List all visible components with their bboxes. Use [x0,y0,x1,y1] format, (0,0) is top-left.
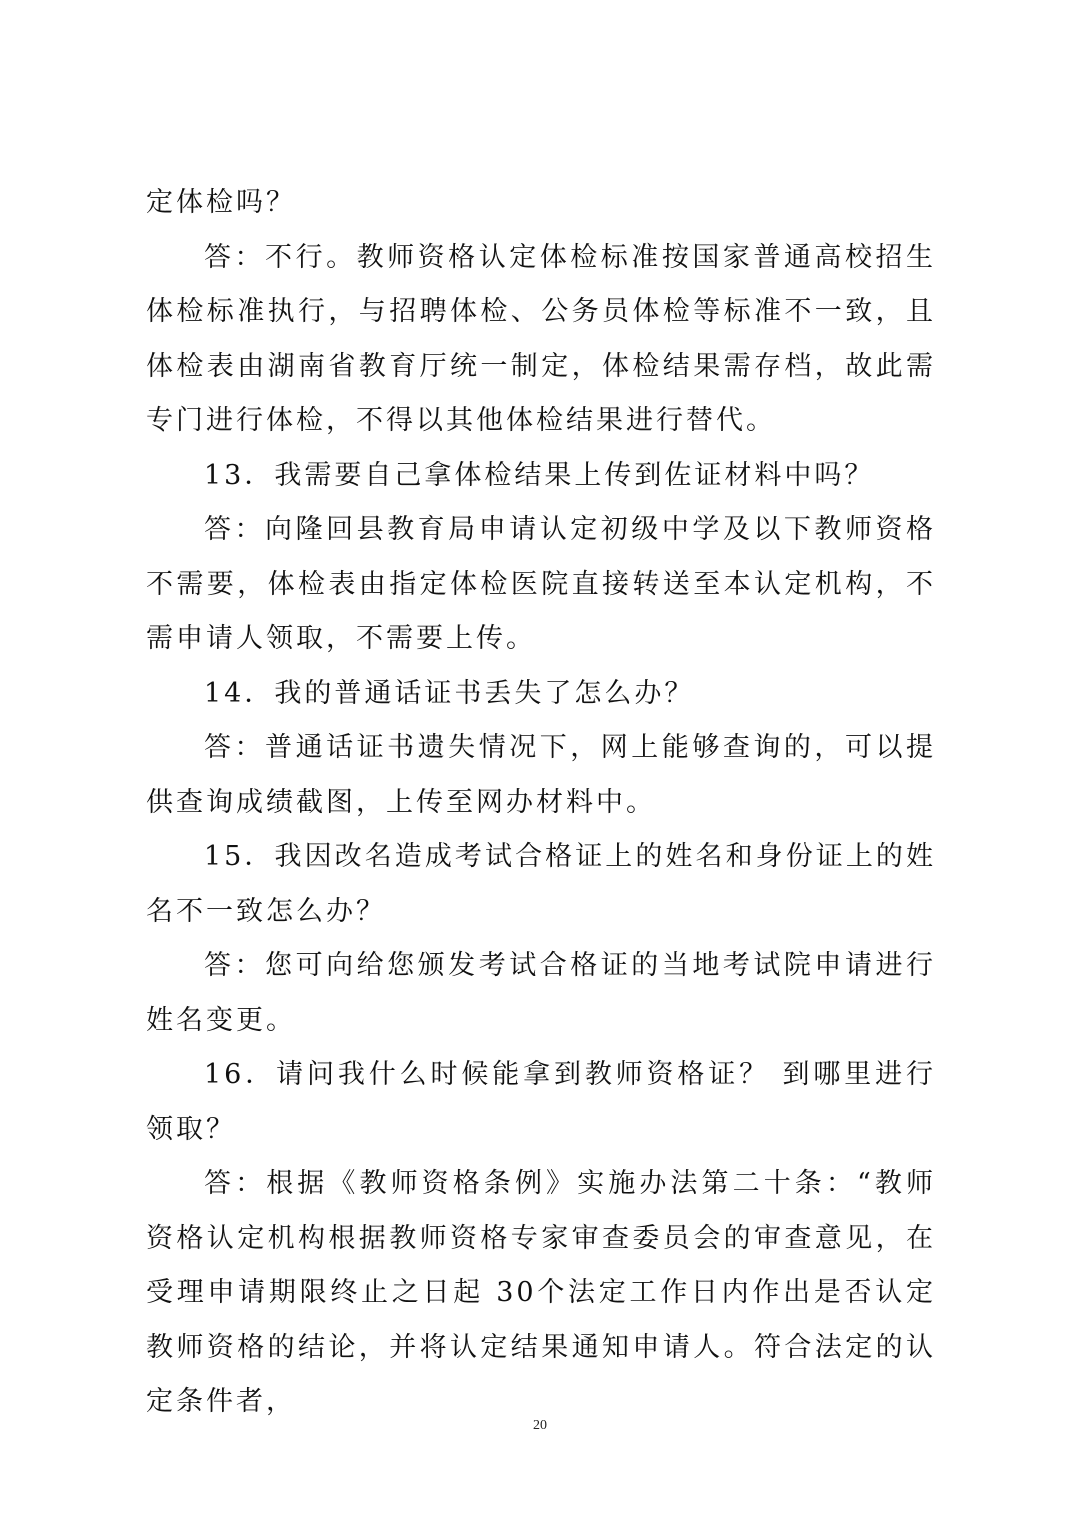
question-14: 14．我的普通话证书丢失了怎么办？ [204,677,695,709]
document-body [146,176,936,1430]
question-15: 15．我因改名造成考试合格证上的姓名和身份证上的姓名不一致怎么办？ [146,841,936,927]
question-13: 13．我需要自己拿体检结果上传到佐证材料中吗？ [204,459,875,491]
answer-14: 答：普通话证书遗失情况下，网上能够查询的，可以提供查询成绩截图，上传至网办材料中。 [146,732,936,818]
answer-15: 答：您可向给您颁发考试合格证的当地考试院申请进行姓名变更。 [146,950,936,1036]
paragraph-continuation: 定体检吗？ [146,187,296,218]
question-16: 16．请问我什么时候能拿到教师资格证？ 到哪里进行领取？ [146,1059,936,1145]
answer-13: 答：向隆回县教育局申请认定初级中学及以下教师资格不需要，体检表由指定体检医院直接转送至本认定机构，不需申请人领取，不需要上传。 [146,514,936,654]
page-number: 20 [533,1418,547,1433]
answer-12: 答：不行。教师资格认定体检标准按国家普通高校招生体检标准执行，与招聘体检、公务员体检等标准不一致，且体检表由湖南省教育厅统一制定，体检结果需存档，故此需专门进行体检，不得以其他体检结果进行替代。 [146,241,936,436]
answer-16: 答：根据《教师资格条例》实施办法第二十条：“教师资格认定机构根据教师资格专家审查委员会的审查意见，在受理申请期限终止之日起 30个法定工作日内作出是否认定教师资格的结论，并将认定结果通知申请人。符合法定的认定条件者， [146,1168,936,1417]
